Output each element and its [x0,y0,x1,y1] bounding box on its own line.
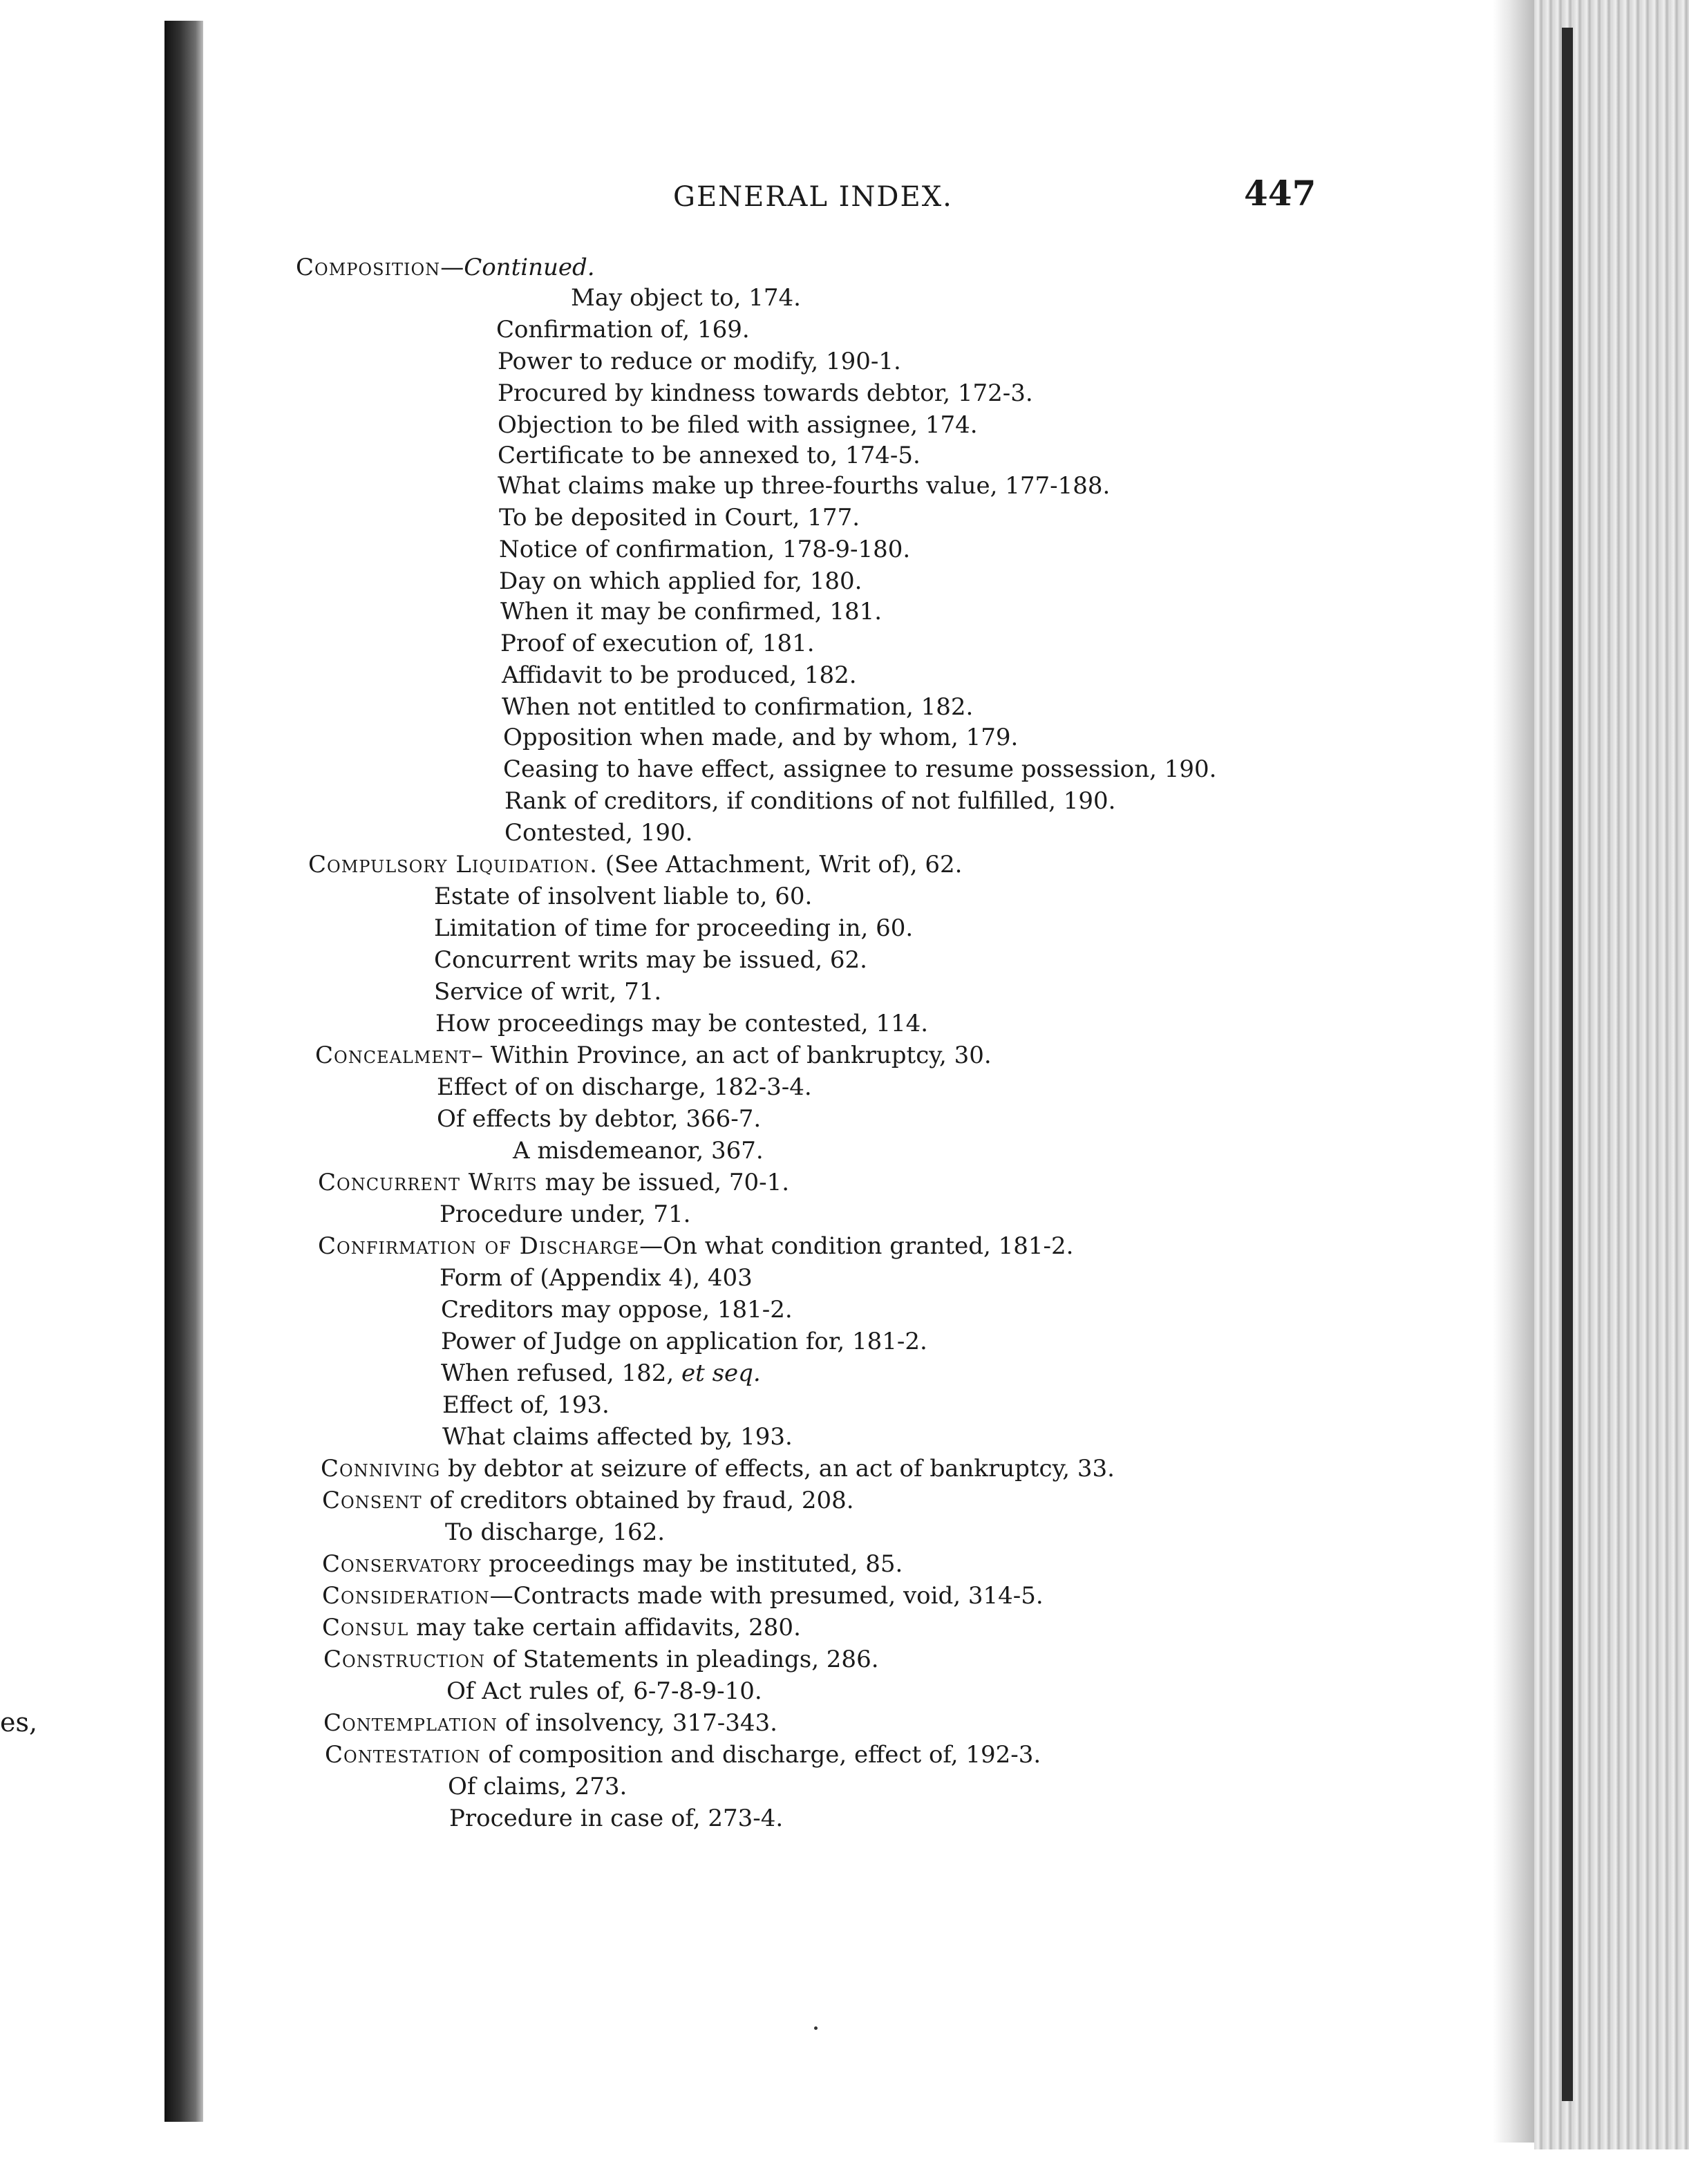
index-subentry: Concurrent writs may be issued, 62. [434,946,867,974]
entry-head: Compulsory Liquidation. [308,851,598,878]
entry-text-italic: et seq. [681,1359,761,1387]
index-subentry: When it may be confirmed, 181. [500,598,883,625]
index-heading [318,1171,789,1194]
index-subentry: When not entitled to confirmation, 182. [502,693,974,721]
index-heading [315,1044,992,1067]
index-subentry: Creditors may oppose, 181-2. [441,1296,793,1324]
index-heading [322,1584,1044,1608]
index-subentry: Limitation of time for proceeding in, 60. [434,914,914,942]
index-subentry: How proceedings may be contested, 114. [435,1010,929,1037]
index-subentry: Contested, 190. [504,819,693,847]
entry-sep [440,1455,448,1482]
entry-text: of insolvency, 317-343. [504,1709,777,1737]
entry-sep [485,1646,493,1673]
index-heading [323,1648,879,1671]
entry-text: of Statements in pleadings, 286. [492,1646,879,1673]
index-heading [322,1489,854,1512]
entry-text: (See Attachment, Writ of), 62. [597,851,963,878]
index-subentry: Affidavit to be produced, 182. [502,661,857,689]
index-subentry: Of Act rules of, 6-7-8-9-10. [446,1677,762,1705]
entry-head: Concurrent Writs [318,1169,538,1196]
entry-sep: – [471,1042,491,1069]
entry-text: On what condition granted, 181-2. [663,1232,1074,1260]
index-heading [321,1457,1115,1480]
page-number: 447 [1244,173,1317,214]
index-subentry: Notice of confirmation, 178-9-180. [499,536,911,563]
index-subentry: Power of Judge on application for, 181-2. [441,1328,927,1355]
index-subentry: Procured by kindness towards debtor, 172-3. [498,379,1033,407]
index-subentry: Objection to be filed with assignee, 174. [498,411,978,439]
index-subentry: May object to, 174. [571,284,801,312]
entry-head: Conniving [321,1455,441,1482]
index-subentry: Confirmation of, 169. [496,316,750,343]
entry-head: Composition [296,254,441,281]
entry-head: Contestation [325,1741,481,1769]
index-subentry: To be deposited in Court, 177. [499,504,860,531]
entry-head: Conservatory [322,1550,482,1578]
index-subentry: Proof of execution of, 181. [500,630,815,657]
index-subentry: What claims affected by, 193. [442,1423,793,1451]
entry-text: When refused, 182, [441,1359,681,1387]
entry-sep [408,1614,416,1641]
entry-head: Concealment [315,1042,471,1069]
index-heading [296,256,595,279]
entry-head: Construction [323,1646,485,1673]
left-page-margin [0,0,164,2184]
index-subentry: What claims make up three-fourths value, 177-188. [498,472,1111,500]
index-subentry: Effect of on discharge, 182-3-4. [437,1073,812,1101]
index-subentry: Day on which applied for, 180. [499,567,862,595]
running-header: GENERAL INDEX. [673,181,953,213]
entry-head: Confirmation of Discharge [318,1232,640,1260]
index-subentry: Of effects by debtor, 366-7. [437,1105,762,1133]
index-heading [325,1743,1041,1767]
entry-text: may take certain affidavits, 280. [416,1614,801,1641]
book-page [203,0,1502,2149]
index-subentry: Ceasing to have effect, assignee to resume possession, 190. [503,755,1217,783]
entry-sep: — [639,1232,663,1260]
entry-sep: — [440,254,464,281]
entry-text: of creditors obtained by fraud, 208. [429,1487,854,1514]
entry-sep [481,1550,489,1578]
index-subentry: Opposition when made, and by whom, 179. [503,724,1019,751]
index-heading [323,1711,777,1735]
entry-text: Continued. [464,254,595,281]
page-edge-shadow [1493,0,1534,2143]
page-edges-stack [1534,0,1689,2184]
index-heading [322,1616,801,1639]
bottom-margin [0,2149,1689,2184]
index-subentry: Rank of creditors, if conditions of not fulfilled, 190. [504,787,1116,815]
entry-head: Consent [322,1487,422,1514]
entry-text: Contracts made with presumed, void, 314-5. [513,1582,1044,1610]
index-subentry: Procedure in case of, 273-4. [449,1805,784,1832]
index-heading [318,1234,1073,1258]
entry-sep [422,1487,430,1514]
index-subentry: A misdemeanor, 367. [513,1137,764,1165]
facing-page-fragment: es, [0,1707,38,1738]
index-subentry: Estate of insolvent liable to, 60. [434,883,813,910]
entry-text: Within Province, an act of bankruptcy, 30. [490,1042,992,1069]
index-subentry: Form of (Appendix 4), 403 [440,1264,753,1292]
entry-text: may be issued, 70-1. [545,1169,790,1196]
index-subentry [441,1359,761,1387]
book-spine-shadow [164,21,203,2122]
index-subentry: Effect of, 193. [442,1391,610,1419]
entry-text: proceedings may be instituted, 85. [489,1550,903,1578]
entry-text: by debtor at seizure of effects, an act of bankruptcy, 33. [447,1455,1115,1482]
index-heading [322,1552,903,1576]
entry-head: Consideration [322,1582,490,1610]
index-heading [308,853,962,876]
index-subentry: Service of writ, 71. [434,978,662,1006]
entry-sep [538,1169,545,1196]
entry-head: Consul [322,1614,409,1641]
entry-sep [498,1709,505,1737]
entry-sep: — [489,1582,513,1610]
index-subentry: Certificate to be annexed to, 174-5. [498,442,921,469]
index-subentry: Power to reduce or modify, 190-1. [498,348,901,375]
entry-head: Contemplation [323,1709,498,1737]
entry-sep [481,1741,489,1769]
index-subentry: Procedure under, 71. [440,1201,691,1228]
entry-text: of composition and discharge, effect of, 192-3. [488,1741,1041,1769]
index-subentry: Of claims, 273. [448,1773,628,1800]
index-subentry: To discharge, 162. [445,1518,666,1546]
print-speck [814,2026,818,2030]
page-edge-dark-line [1562,28,1573,2101]
